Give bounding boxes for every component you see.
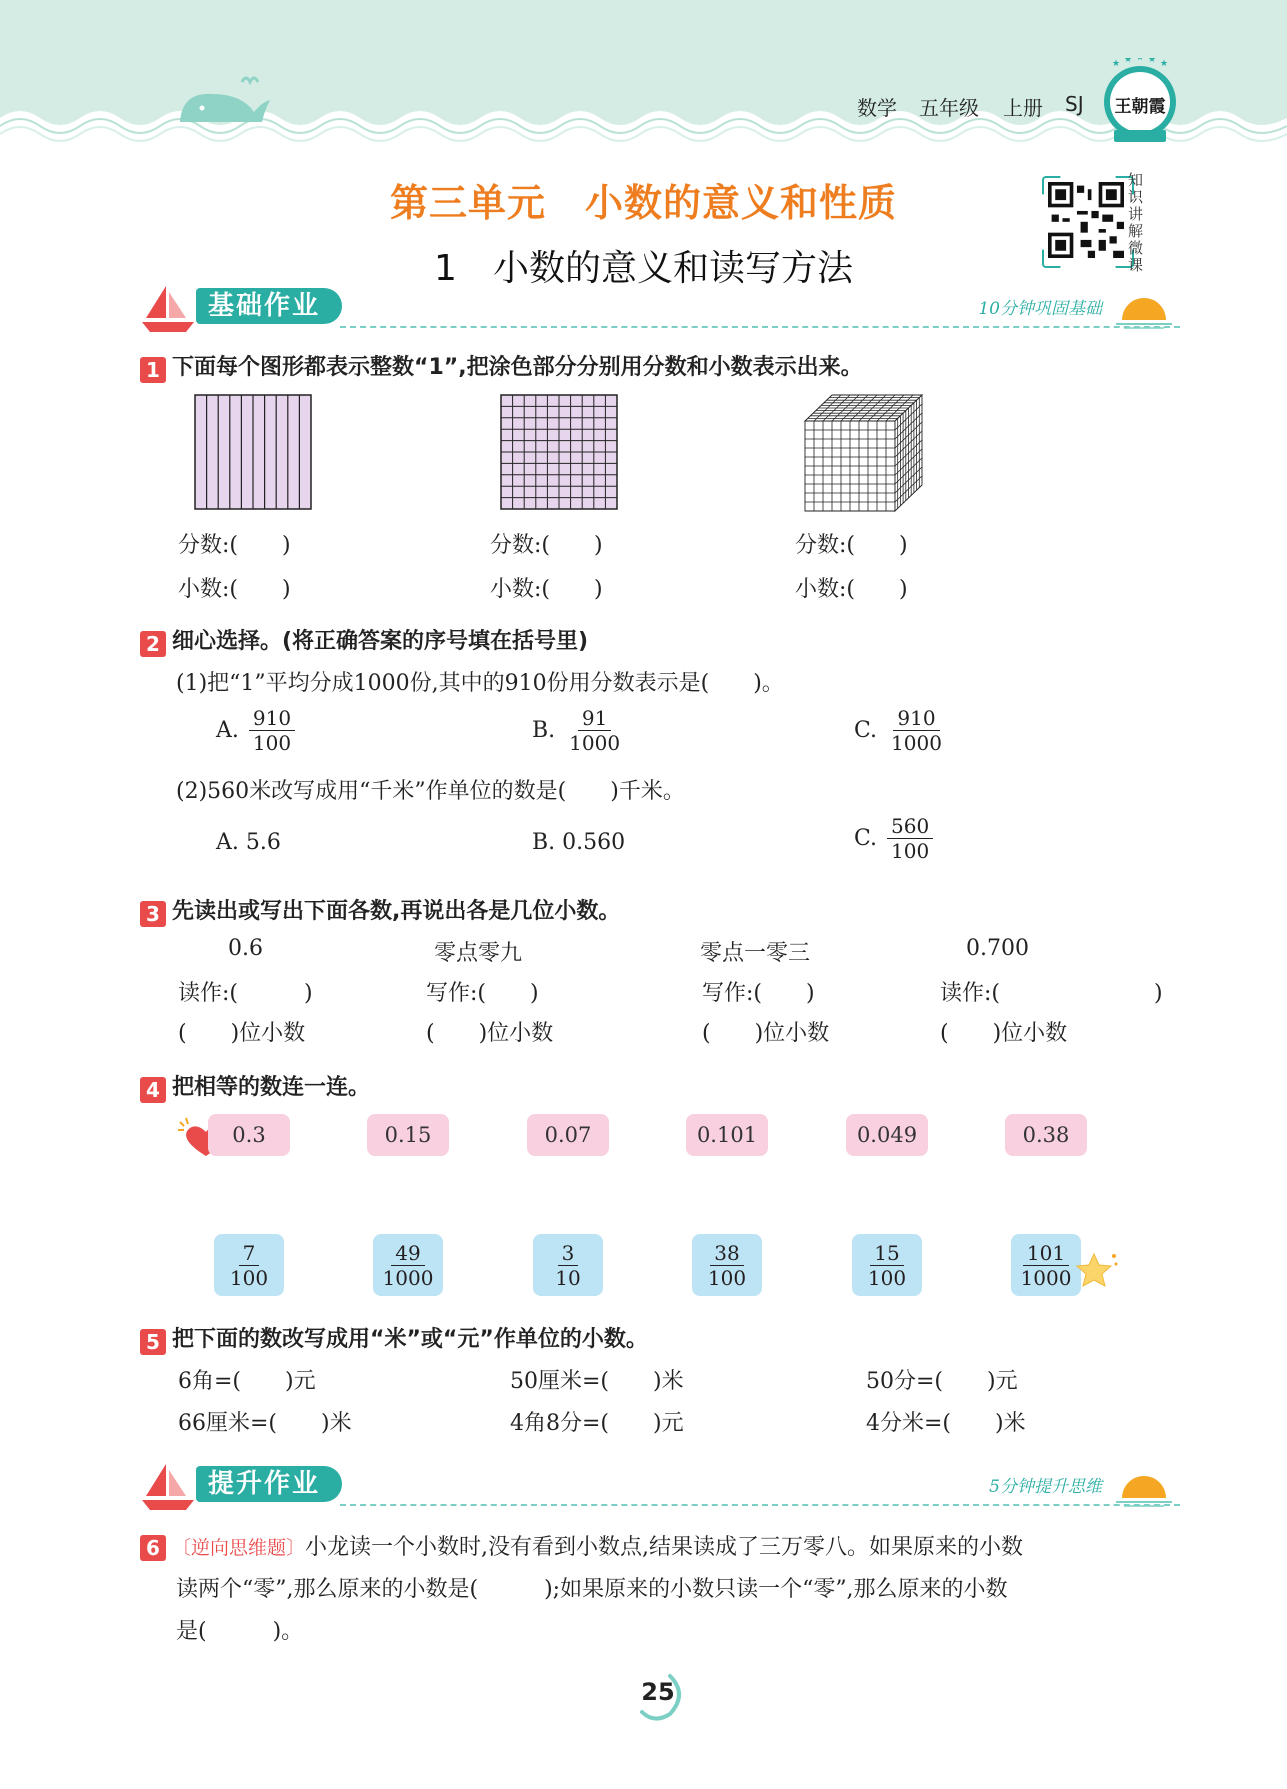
question-6-line-1: 小龙读一个小数时,没有看到小数点,结果读成了三万零八。如果原来的小数 — [305, 1535, 1024, 1560]
option-fraction — [887, 814, 933, 863]
question-6 — [140, 1530, 1180, 1561]
fraction-numerator: 3 — [558, 1241, 579, 1266]
option-fraction — [249, 706, 295, 755]
q3-places-4[interactable]: ( )位小数 — [940, 1021, 1068, 1046]
card-fraction — [1017, 1241, 1076, 1290]
sun-icon — [1114, 1468, 1174, 1508]
card-fraction — [551, 1241, 584, 1290]
card-fraction — [704, 1241, 750, 1290]
fraction-numerator: 49 — [391, 1241, 424, 1266]
section-title-advanced: 提升作业 — [196, 1466, 342, 1502]
option-letter: C. — [854, 826, 878, 851]
q3-item-3: 零点一零三 — [700, 941, 811, 966]
fraction-denominator: 1000 — [382, 1265, 434, 1290]
decimal-card-3[interactable]: 0.07 — [527, 1114, 609, 1156]
q5-item-1[interactable]: 6角=( )元 — [178, 1369, 316, 1394]
decimal-card-6[interactable]: 0.38 — [1005, 1114, 1087, 1156]
sailboat-icon — [140, 282, 196, 334]
question-number: 4 — [140, 1077, 166, 1103]
question-number: 2 — [140, 631, 166, 657]
q3-item-2: 零点零九 — [434, 941, 523, 966]
q1-decimal-3[interactable]: 小数:( ) — [795, 577, 908, 602]
svg-text:★: ★ — [1160, 59, 1169, 69]
qr-label: 知识讲解微课 — [1128, 171, 1144, 274]
option-letter: A. — [216, 830, 239, 855]
fraction-denominator: 100 — [891, 839, 930, 863]
question-number: 5 — [140, 1329, 166, 1355]
section-tag-basic: 10分钟巩固基础 — [978, 299, 1102, 319]
q1-fraction-3[interactable]: 分数:( ) — [795, 533, 908, 558]
q2-sub2-option-c[interactable] — [854, 814, 933, 863]
q3-item-1: 0.6 — [228, 936, 263, 961]
q3-answer-2[interactable]: 写作:( ) — [426, 981, 539, 1006]
question-text: 先读出或写出下面各数,再说出各是几位小数。 — [172, 899, 621, 924]
fraction-numerator: 910 — [249, 706, 295, 731]
option-letter: B. — [532, 830, 556, 855]
fraction-numerator: 910 — [893, 706, 939, 731]
brand-logo — [1100, 58, 1180, 148]
fraction-denominator: 100 — [707, 1265, 747, 1290]
decimal-card-2[interactable]: 0.15 — [367, 1114, 449, 1156]
q3-places-1[interactable]: ( )位小数 — [178, 1021, 306, 1046]
question-text: 把相等的数连一连。 — [172, 1075, 371, 1100]
svg-text:★: ★ — [1124, 58, 1133, 65]
q2-sub2-stem: (2)560米改写成用“千米”作单位的数是( )千米。 — [176, 779, 685, 804]
question-number: 1 — [140, 357, 166, 383]
section-banner-advanced — [140, 1458, 1180, 1514]
option-letter: B. — [532, 718, 556, 743]
question-3 — [140, 894, 620, 927]
sailboat-icon — [140, 1460, 196, 1512]
section-divider — [340, 326, 1180, 328]
question-number: 6 — [140, 1535, 166, 1561]
question-5 — [140, 1322, 648, 1355]
question-2 — [140, 624, 588, 657]
q5-item-2[interactable]: 50厘米=( )米 — [510, 1369, 684, 1394]
decimal-card-5[interactable]: 0.049 — [846, 1114, 928, 1156]
fraction-denominator: 100 — [229, 1265, 269, 1290]
fraction-card-3[interactable] — [533, 1234, 603, 1296]
whale-icon — [172, 72, 272, 128]
q1-decimal-1[interactable]: 小数:( ) — [178, 577, 291, 602]
brand-name: 王朝霞 — [1114, 97, 1166, 117]
question-6-line-3[interactable]: 是( )。 — [176, 1619, 304, 1644]
question-tag: 〔逆向思维题〕 — [172, 1537, 306, 1559]
figure-strips — [194, 394, 312, 510]
q1-decimal-2[interactable]: 小数:( ) — [490, 577, 603, 602]
fraction-denominator: 1000 — [569, 731, 621, 755]
header-subject: 数学 — [857, 96, 897, 120]
fraction-denominator: 1000 — [891, 731, 942, 755]
section-tag-advanced: 5分钟提升思维 — [989, 1477, 1102, 1497]
q3-places-2[interactable]: ( )位小数 — [426, 1021, 554, 1046]
header-volume: 上册 — [1003, 96, 1043, 120]
option-fraction — [565, 706, 624, 755]
section-banner-basic — [140, 280, 1180, 336]
q2-sub1-stem: (1)把“1”平均分成1000份,其中的910份用分数表示是( )。 — [176, 671, 784, 696]
fraction-card-6[interactable] — [1011, 1234, 1081, 1296]
q3-item-4: 0.700 — [966, 936, 1029, 961]
q5-item-4[interactable]: 66厘米=( )米 — [178, 1411, 352, 1436]
question-6-line-2[interactable]: 读两个“零”,那么原来的小数是( );如果原来的小数只读一个“零”,那么原来的小数 — [176, 1577, 1008, 1602]
fraction-denominator: 1000 — [1020, 1265, 1072, 1290]
q2-sub1-option-a[interactable] — [216, 706, 295, 755]
q5-item-3[interactable]: 50分=( )元 — [866, 1369, 1018, 1394]
option-fraction — [887, 706, 946, 755]
card-fraction — [226, 1241, 272, 1290]
fraction-numerator: 7 — [239, 1241, 260, 1266]
decimal-card-4[interactable]: 0.101 — [686, 1114, 768, 1156]
card-fraction — [379, 1241, 438, 1290]
option-value: 5.6 — [245, 830, 281, 855]
fraction-numerator: 15 — [870, 1241, 903, 1266]
section-divider — [340, 1504, 1180, 1506]
q3-answer-4[interactable]: 读作:( ) — [940, 981, 1163, 1006]
q2-sub1-option-c[interactable] — [854, 706, 946, 755]
q3-answer-3[interactable]: 写作:( ) — [702, 981, 815, 1006]
q5-item-5[interactable]: 4角8分=( )元 — [510, 1411, 684, 1436]
fraction-card-4[interactable] — [692, 1234, 762, 1296]
fraction-numerator: 91 — [578, 706, 611, 731]
decimal-card-1[interactable]: 0.3 — [208, 1114, 290, 1156]
question-number: 3 — [140, 901, 166, 927]
svg-text:★: ★ — [1136, 58, 1145, 63]
fraction-card-5[interactable] — [852, 1234, 922, 1296]
fraction-card-1[interactable] — [214, 1234, 284, 1296]
option-value: 0.560 — [562, 830, 626, 855]
question-1 — [140, 350, 863, 383]
page-number: 25 — [641, 1678, 675, 1706]
header-edition: SJ — [1065, 92, 1084, 116]
question-text: 下面每个图形都表示整数“1”,把涂色部分分别用分数和小数表示出来。 — [172, 355, 863, 380]
header-grade: 五年级 — [919, 96, 979, 120]
fraction-numerator: 560 — [887, 814, 933, 839]
figure-grid — [500, 394, 618, 510]
q3-places-3[interactable]: ( )位小数 — [702, 1021, 830, 1046]
question-text: 把下面的数改写成用“米”或“元”作单位的小数。 — [172, 1327, 648, 1352]
fraction-card-2[interactable] — [373, 1234, 443, 1296]
star-icon — [1074, 1248, 1120, 1294]
fraction-numerator: 101 — [1023, 1241, 1069, 1266]
question-text: 细心选择。(将正确答案的序号填在括号里) — [172, 629, 589, 654]
card-fraction — [864, 1241, 910, 1290]
fraction-denominator: 100 — [252, 731, 292, 755]
lesson-title: 1 小数的意义和读写方法 — [434, 248, 853, 289]
svg-text:★: ★ — [1112, 59, 1121, 69]
svg-text:★: ★ — [1148, 58, 1157, 65]
unit-title: 第三单元 小数的意义和性质 — [389, 181, 897, 225]
section-title-basic: 基础作业 — [196, 288, 342, 324]
figure-cube — [804, 394, 924, 512]
q5-item-6[interactable]: 4分米=( )米 — [866, 1411, 1026, 1436]
q2-sub1-option-b[interactable] — [532, 706, 624, 755]
q2-sub2-option-a[interactable] — [216, 830, 281, 855]
q1-fraction-1[interactable]: 分数:( ) — [178, 533, 291, 558]
fraction-denominator: 100 — [867, 1265, 907, 1290]
question-4 — [140, 1070, 370, 1103]
fraction-numerator: 38 — [710, 1241, 743, 1266]
qr-frame — [1042, 176, 1134, 268]
option-letter: A. — [216, 718, 239, 743]
fraction-denominator: 10 — [555, 1265, 581, 1290]
option-letter: C. — [854, 718, 878, 743]
sun-icon — [1114, 290, 1174, 330]
q2-sub2-option-b[interactable] — [532, 830, 625, 855]
q3-answer-1[interactable]: 读作:( ) — [178, 981, 313, 1006]
q1-fraction-2[interactable]: 分数:( ) — [490, 533, 603, 558]
